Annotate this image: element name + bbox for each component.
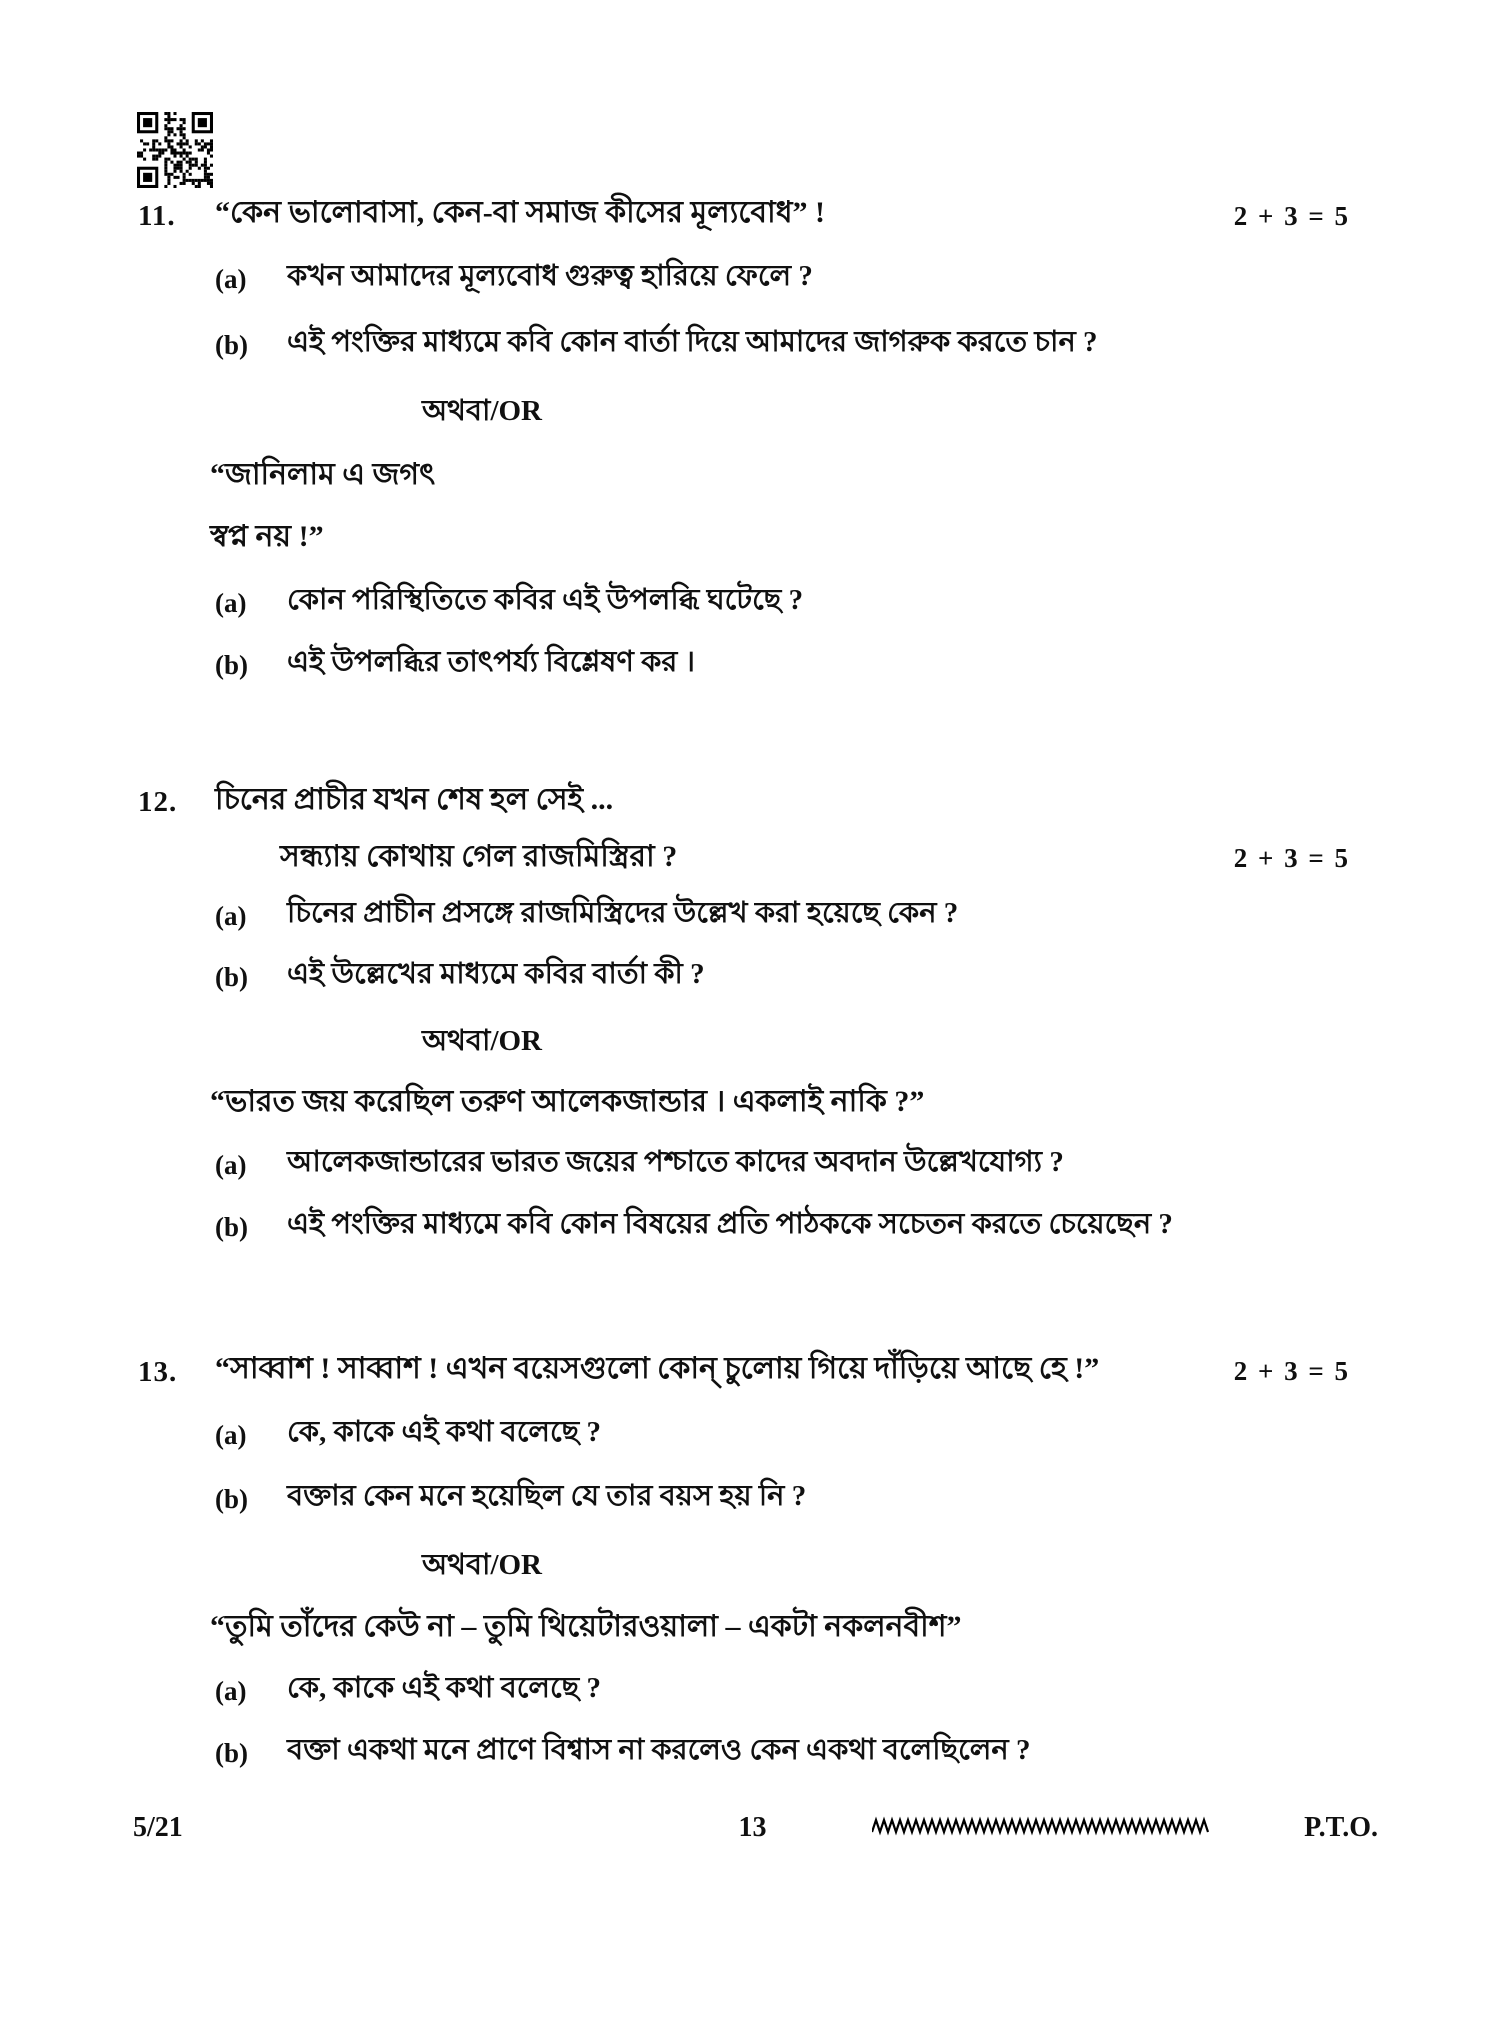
sub-question-text: এই পংক্তির মাধ্যমে কবি কোন বিষয়ের প্রতি পাঠককে সচেতন করতে চেয়েছেন ? — [287, 1208, 1173, 1240]
or-separator: অথবা/OR — [422, 1025, 543, 1057]
question-marks: 2 + 3 = 5 — [1233, 843, 1350, 873]
sub-question-label: (a) — [215, 588, 247, 618]
question-stem-line: চিনের প্রাচীর যখন শেষ হল সেই ... — [215, 783, 614, 816]
sub-question-label: (b) — [215, 1738, 248, 1768]
sub-question-text: কে, কাকে এই কথা বলেছে ? — [287, 1672, 601, 1704]
sub-question-label: (b) — [215, 650, 248, 680]
sub-question-text: কখন আমাদের মূল্যবোধ গুরুত্ব হারিয়ে ফেলে ? — [287, 260, 813, 292]
sub-question-text: এই পংক্তির মাধ্যমে কবি কোন বার্তা দিয়ে আমাদের জাগরুক করতে চান ? — [287, 326, 1098, 358]
sub-question-label: (b) — [215, 962, 248, 992]
or-separator: অথবা/OR — [422, 1549, 543, 1581]
footer-paper-code: 5/21 — [133, 1812, 183, 1843]
sub-question-label: (a) — [215, 1150, 247, 1180]
sub-question-label: (a) — [215, 1420, 247, 1450]
pto-label: P.T.O. — [1304, 1812, 1378, 1843]
sub-question-text: চিনের প্রাচীন প্রসঙ্গে রাজমিস্ত্রিদের উল্লেখ করা হয়েছে কেন ? — [287, 897, 959, 929]
quote-line: “তুমি তাঁদের কেউ না – তুমি থিয়েটারওয়ালা – একটা নকলনবীশ” — [210, 1610, 962, 1643]
qr-code — [137, 112, 213, 188]
footer-zigzag-line — [872, 1814, 1210, 1838]
or-separator: অথবা/OR — [422, 395, 543, 427]
sub-question-text: এই উল্লেখের মাধ্যমে কবির বার্তা কী ? — [287, 958, 705, 990]
quote-line: স্বপ্ন নয় !” — [210, 520, 324, 553]
quote-line: “ভারত জয় করেছিল তরুণ আলেকজান্ডার । একলাই নাকি ?” — [210, 1085, 925, 1118]
question-marks: 2 + 3 = 5 — [1233, 201, 1350, 231]
quote-line: “জানিলাম এ জগৎ — [210, 458, 436, 491]
sub-question-label: (b) — [215, 1484, 248, 1514]
sub-question-label: (b) — [215, 1212, 248, 1242]
question-number: 13. — [138, 1356, 178, 1388]
footer-page-number: 13 — [738, 1812, 767, 1843]
sub-question-text: বক্তার কেন মনে হয়েছিল যে তার বয়স হয় নি ? — [287, 1480, 807, 1512]
sub-question-label: (a) — [215, 1676, 247, 1706]
sub-question-text: কোন পরিস্থিতিতে কবির এই উপলব্ধি ঘটেছে ? — [287, 584, 804, 616]
sub-question-text: বক্তা একথা মনে প্রাণে বিশ্বাস না করলেও কেন একথা বলেছিলেন ? — [287, 1734, 1031, 1766]
question-stem-line: সন্ধ্যায় কোথায় গেল রাজমিস্ত্রিরা ? — [280, 840, 678, 873]
sub-question-text: আলেকজান্ডারের ভারত জয়ের পশ্চাতে কাদের অবদান উল্লেখযোগ্য ? — [287, 1146, 1064, 1178]
question-number: 12. — [138, 786, 178, 818]
question-stem-line: “কেন ভালোবাসা, কেন-বা সমাজ কীসের মূল্যবোধ” ! — [215, 196, 826, 229]
question-number: 11. — [138, 200, 176, 232]
sub-question-text: এই উপলব্ধির তাৎপর্য্য বিশ্লেষণ কর । — [287, 646, 695, 678]
question-stem-line: “সাব্বাশ ! সাব্বাশ ! এখন বয়েসগুলো কোন্ চুলোয় গিয়ে দাঁড়িয়ে আছে হে !” — [215, 1352, 1100, 1385]
sub-question-text: কে, কাকে এই কথা বলেছে ? — [287, 1416, 601, 1448]
sub-question-label: (b) — [215, 330, 248, 360]
sub-question-label: (a) — [215, 264, 247, 294]
question-marks: 2 + 3 = 5 — [1233, 1356, 1350, 1386]
sub-question-label: (a) — [215, 901, 247, 931]
